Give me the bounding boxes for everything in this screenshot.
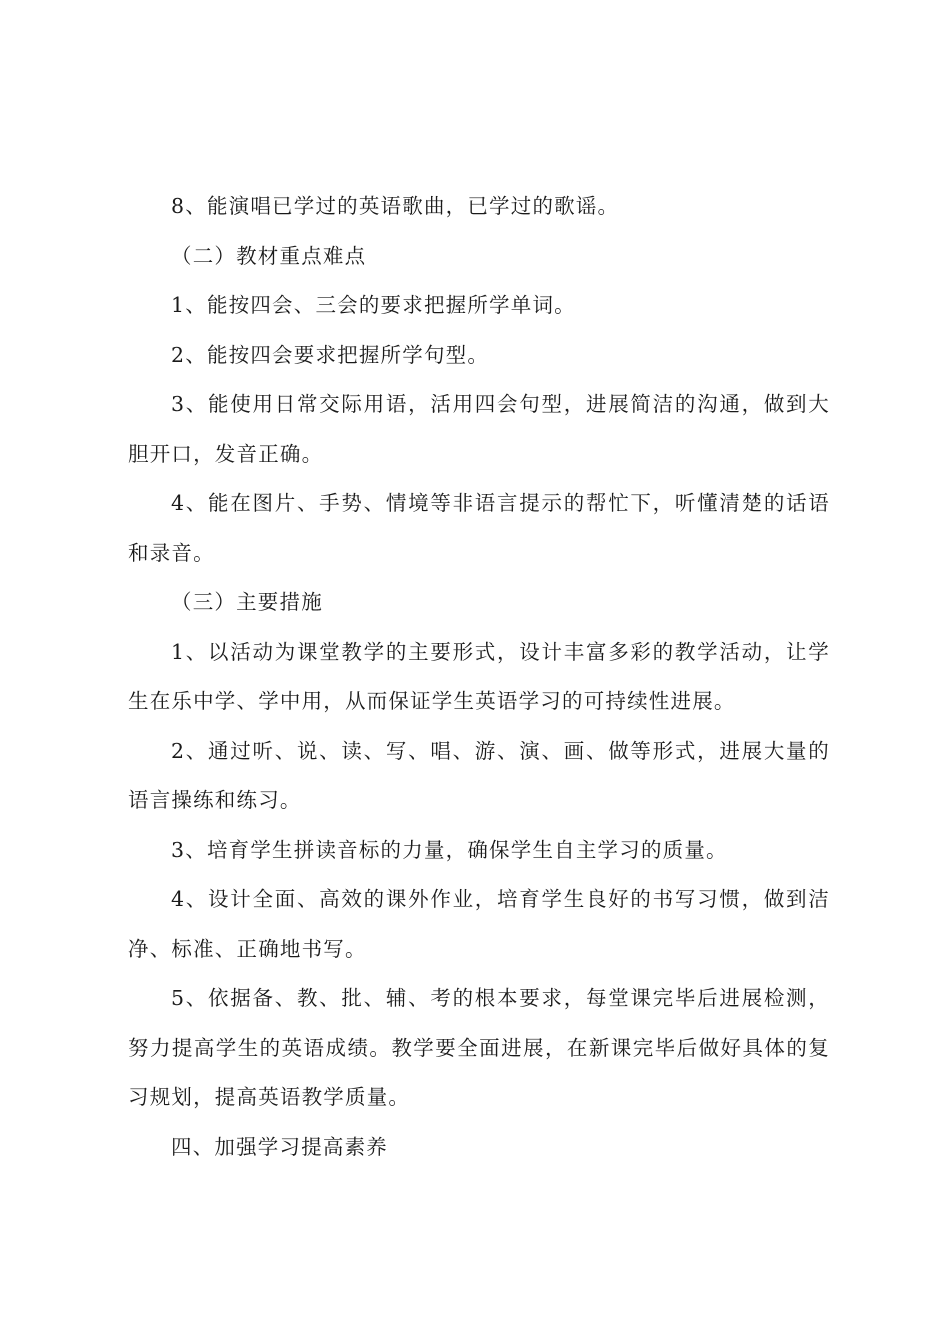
paragraph-measure-3: 3、培育学生拼读音标的力量，确保学生自主学习的质量。 — [171, 837, 728, 862]
paragraph-measure-5: 5、依据备、教、批、辅、考的根本要求，每堂课完毕后进展检测，努力提高学生的英语成绩。教学要全面进展，在新课完毕后做好具体的复习规划，提高英语教学质量。 — [128, 986, 830, 1109]
paragraph-measure-4: 4、设计全面、高效的课外作业，培育学生良好的书写习惯，做到洁净、标准、正确地书写。 — [128, 887, 830, 961]
paragraph-focus-4: 4、能在图片、手势、情境等非语言提示的帮忙下，听懂清楚的话语和录音。 — [128, 491, 830, 565]
paragraph-measure-2: 2、通过听、说、读、写、唱、游、演、画、做等形式，进展大量的语言操练和练习。 — [128, 738, 830, 812]
section-heading-study: 四、加强学习提高素养 — [171, 1134, 388, 1159]
paragraph-focus-3: 3、能使用日常交际用语，活用四会句型，进展简洁的沟通，做到大胆开口，发音正确。 — [128, 392, 830, 466]
paragraph-item-8: 8、能演唱已学过的英语歌曲，已学过的歌谣。 — [171, 194, 620, 218]
paragraph-focus-1: 1、能按四会、三会的要求把握所学单词。 — [171, 293, 576, 317]
paragraph-measure-1: 1、以活动为课堂教学的主要形式，设计丰富多彩的教学活动，让学生在乐中学、学中用，从而保证学生英语学习的可持续性进展。 — [128, 639, 830, 713]
section-heading-main-measures: （三）主要措施 — [171, 590, 323, 614]
section-heading-teaching-focus: （二）教材重点难点 — [171, 243, 367, 268]
document-body — [128, 182, 830, 1172]
paragraph-focus-2: 2、能按四会要求把握所学句型。 — [171, 342, 490, 367]
